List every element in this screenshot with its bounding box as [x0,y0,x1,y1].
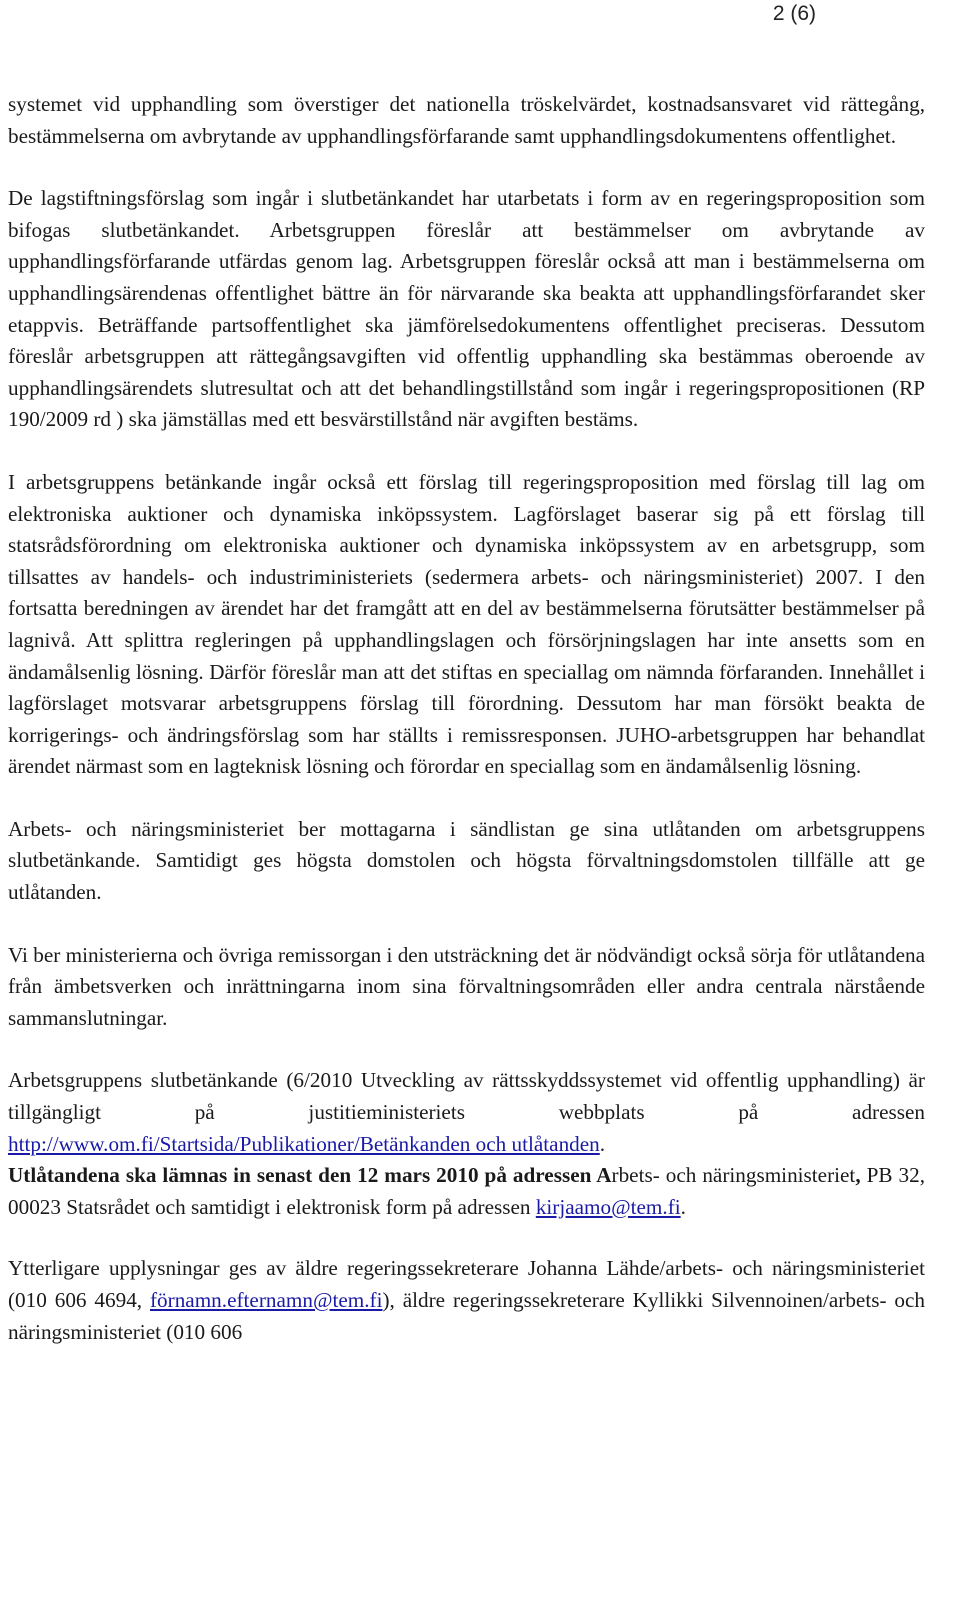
paragraph-4: Arbets- och näringsministeriet ber mottagarna i sändlistan ge sina utlåtanden om arbetsgruppens slutbetänkande. Samtidigt ges högsta domstolen och högsta förvaltningsdomstolen tillfälle att ge utlåtanden. [8,816,925,905]
page-number: 2 (6) [772,2,816,25]
document-body [8,89,925,1348]
paragraph-2: De lagstiftningsförslag som ingår i slutbetänkandet har utarbetats i form av en regeringsproposition som bifogas slutbetänkandet. Arbetsgruppen föreslår att bestämmelser om avbrytande av upphandlingsförfarande utfärdas genom lag. Arbetsgruppen föreslår också att man i bestämmelserna om upphandlingsärendenas offentlighet bättre än för närvarande ska beakta att upphandlingsförfarandet sker etappvis. Beträffande partsoffentlighet ska jämförelsedokumentens offentlighet preciseras. Dessutom föreslår arbetsgruppen att rättegångsavgiften vid offentlig upphandling ska bestämmas oberoende av upphandlingsärendets slutresultat och att det behandlingstillstånd som ingår i regeringspropositionen (RP 190/2009 rd ) ska jämställas med ett besvärstillstånd när avgiften bestäms. [8,186,925,432]
address-text: PB 32, 00023 Statsrådet och samtidigt i elektronisk form på adressen [8,1163,926,1219]
paragraph-6 [8,1065,925,1160]
deadline-comma: , [855,1163,861,1188]
ministry-name: rbets- och näringsministeriet [611,1163,856,1188]
deadline-text: Utlåtandena ska lämnas in senast den 12 mars 2010 på adressen A [8,1163,612,1188]
paragraph-5: Vi ber ministerierna och övriga remissorgan i den utsträckning det är nödvändigt också sörja för utlåtandena från ämbetsverken och inrättningarna inom sina förvaltningsområden eller andra centrala närstående sammanslutningar. [8,942,925,1030]
paragraph-7-end: . [680,1194,686,1219]
paragraph-8 [8,1253,925,1348]
paragraph-7 [8,1160,925,1223]
publication-link[interactable]: http://www.om.fi/Startsida/Publikationer/Betänkanden och utlåtanden [8,1131,600,1156]
paragraph-8-text: Ytterligare upplysningar ges av äldre regeringssekreterare Johanna Lähde/arbets- och näringsministeriet (010 606 4694, [8,1256,925,1312]
paragraph-6-text: Arbetsgruppens slutbetänkande (6/2010 Utveckling av rättsskyddssystemet vid offentlig upphandling) är tillgängligt på justitieministeriets webbplats på adressen [8,1068,925,1125]
paragraph-8-end: ), äldre regeringssekreterare Kyllikki Silvennoinen/arbets- och näringsministeriet (010 606 [8,1288,925,1344]
contact-email-link[interactable]: förnamn.efternamn@tem.fi [150,1288,383,1312]
paragraph-3: I arbetsgruppens betänkande ingår också ett förslag till regeringsproposition med förslag till lag om elektroniska auktioner och dynamiska inköpssystem. Lagförslaget baserar sig på ett förslag till statsrådsförordning om elektroniska auktioner och dynamiska inköpssystem av en arbetsgrupp, som tillsattes av handels- och industriministeriets (sedermera arbets- och näringsministeriet) 2007. I den fortsatta beredningen av ärendet har det framgått att en del av bestämmelserna förutsätter bestämmelser på lagnivå. Att splittra regleringen på upphandlingslagen och försörjningslagen har inte ansetts som en ändamålsenlig lösning. Därför föreslår man att det stiftas en speciallag om nämnda förfaranden. Innehållet i lagförslaget motsvarar arbetsgruppens förslag till förordning. Dessutom har man försökt beakta de korrigerings- och ändringsförslag som har ställts i remissresponsen. JUHO-arbetsgruppen har behandlat ärendet närmast som en lagteknisk lösning och förordar en speciallag som en ändamålsenlig lösning. [8,469,925,779]
paragraph-6-end: . [599,1131,606,1156]
paragraph-1: systemet vid upphandling som överstiger det nationella tröskelvärdet, kostnadsansvaret vid rättegång, bestämmelserna om avbrytande av upphandlingsförfarande samt upphandlingsdokumentens offentlighet. [8,92,925,148]
registry-email-link[interactable]: kirjaamo@tem.fi [535,1194,681,1219]
